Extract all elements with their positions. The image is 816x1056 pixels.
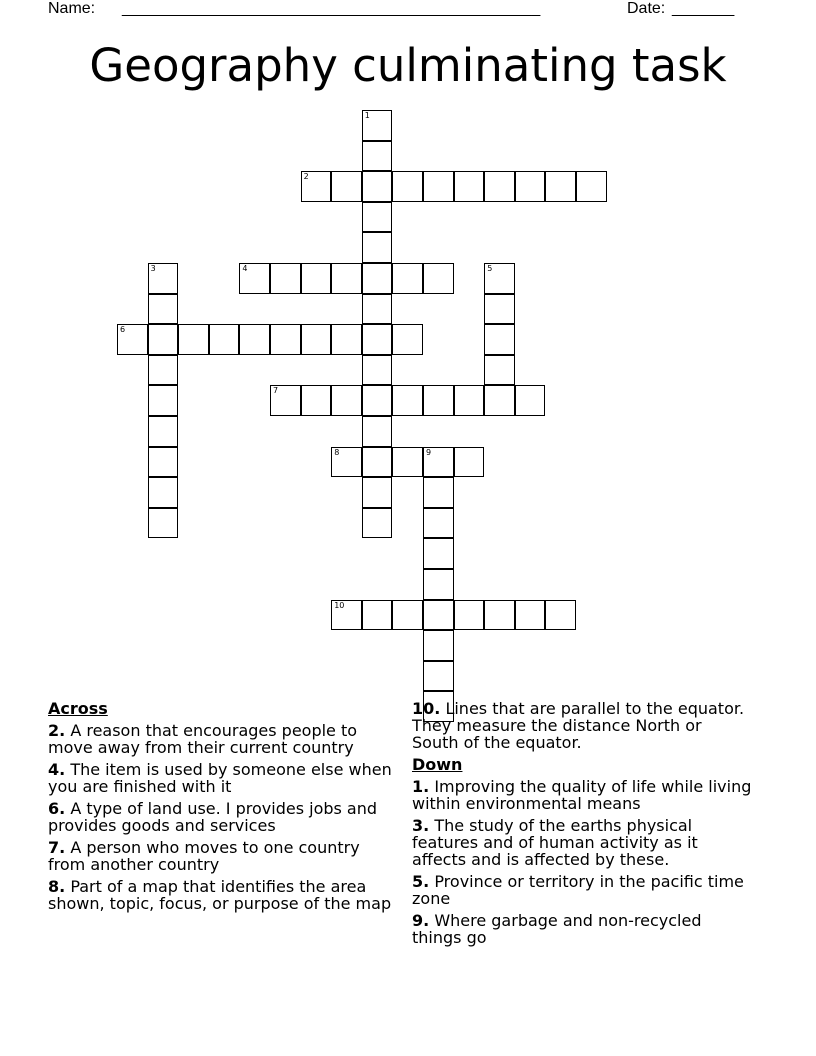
crossword-cell[interactable] <box>484 385 515 416</box>
crossword-cell[interactable] <box>423 661 454 692</box>
crossword-cell[interactable] <box>362 416 393 447</box>
down-clue <box>412 873 752 907</box>
crossword-cell[interactable] <box>484 294 515 325</box>
crossword-cell[interactable] <box>454 385 485 416</box>
crossword-cell[interactable] <box>148 508 179 539</box>
crossword-cell[interactable] <box>423 171 454 202</box>
crossword-cell[interactable] <box>270 263 301 294</box>
crossword-cell[interactable] <box>423 630 454 661</box>
crossword-cell[interactable] <box>148 324 179 355</box>
crossword-cell[interactable] <box>331 385 362 416</box>
clue-number: 9. <box>412 911 430 930</box>
crossword-cell[interactable] <box>270 324 301 355</box>
crossword-cell[interactable] <box>423 569 454 600</box>
crossword-cell[interactable] <box>362 232 393 263</box>
clue-number-label: 6 <box>120 325 126 335</box>
crossword-cell[interactable] <box>362 171 393 202</box>
crossword-cell[interactable] <box>301 263 332 294</box>
crossword-cell[interactable] <box>515 600 546 631</box>
crossword-cell[interactable] <box>148 447 179 478</box>
clue-number: 2. <box>48 721 66 740</box>
crossword-cell[interactable] <box>148 416 179 447</box>
across-clue <box>48 722 398 756</box>
crossword-cell[interactable] <box>392 263 423 294</box>
down-clue <box>412 817 752 868</box>
across-clue <box>48 761 398 795</box>
clue-text: Province or territory in the pacific time zone <box>412 872 744 908</box>
crossword-cell[interactable] <box>423 263 454 294</box>
down-heading: Down <box>412 755 463 774</box>
clue-number-label: 8 <box>334 447 340 457</box>
crossword-cell[interactable] <box>331 171 362 202</box>
down-clue <box>412 778 752 812</box>
page-title: Geography culminating task <box>89 39 727 92</box>
clue-text: A reason that encourages people to move away from their current country <box>48 721 358 757</box>
crossword-cell[interactable] <box>392 600 423 631</box>
crossword-cell[interactable] <box>239 324 270 355</box>
crossword-cell[interactable] <box>515 385 546 416</box>
crossword-cell[interactable] <box>301 324 332 355</box>
crossword-cell[interactable] <box>362 447 393 478</box>
crossword-cell[interactable] <box>423 385 454 416</box>
crossword-cell[interactable] <box>392 447 423 478</box>
crossword-cell[interactable] <box>423 447 454 478</box>
crossword-cell[interactable] <box>515 171 546 202</box>
clue-text: The item is used by someone else when you are finished with it <box>48 760 392 796</box>
crossword-cell[interactable] <box>454 447 485 478</box>
crossword-cell[interactable] <box>178 324 209 355</box>
crossword-cell[interactable] <box>301 171 332 202</box>
clue-number-label: 3 <box>150 264 156 273</box>
date-field-line[interactable]: _______ <box>672 0 735 17</box>
crossword-cell[interactable] <box>423 477 454 508</box>
across-clue <box>48 839 398 873</box>
crossword-cell[interactable] <box>423 600 454 631</box>
name-field-line[interactable]: _______________________________________________ <box>122 0 541 17</box>
clue-number-label: 10 <box>334 600 345 610</box>
crossword-cell[interactable] <box>545 600 576 631</box>
clue-text: A type of land use. I provides jobs and provides goods and services <box>48 799 378 835</box>
crossword-cell[interactable] <box>392 171 423 202</box>
crossword-cell[interactable] <box>148 294 179 325</box>
clue-text: Lines that are parallel to the equator. They measure the distance North or South of the equator. <box>412 699 745 752</box>
crossword-cell[interactable] <box>331 324 362 355</box>
clue-number: 5. <box>412 872 430 891</box>
clue-number: 6. <box>48 799 66 818</box>
crossword-cell[interactable] <box>362 477 393 508</box>
across-clue <box>48 878 398 912</box>
across-clue <box>412 700 752 751</box>
crossword-cell[interactable] <box>301 385 332 416</box>
down-clue <box>412 912 752 946</box>
crossword-cell[interactable] <box>148 263 179 294</box>
clue-number-label: 2 <box>303 172 309 182</box>
crossword-cell[interactable] <box>423 508 454 539</box>
crossword-cell[interactable] <box>331 263 362 294</box>
crossword-cell[interactable] <box>545 171 576 202</box>
crossword-cell[interactable] <box>362 141 393 172</box>
crossword-cell[interactable] <box>576 171 607 202</box>
clue-number-label: 4 <box>242 264 248 273</box>
clue-number: 1. <box>412 777 430 796</box>
clue-number: 3. <box>412 816 430 835</box>
crossword-cell[interactable] <box>331 600 362 631</box>
crossword-cell[interactable] <box>362 355 393 386</box>
crossword-cell[interactable] <box>362 600 393 631</box>
clue-number: 7. <box>48 838 66 857</box>
crossword-cell[interactable] <box>454 600 485 631</box>
crossword-cell[interactable] <box>117 324 148 355</box>
clue-number: 8. <box>48 877 66 896</box>
clues-right-column <box>412 700 752 951</box>
crossword-cell[interactable] <box>484 263 515 294</box>
clue-text: Part of a map that identifies the area shown, topic, focus, or purpose of the map <box>48 877 392 913</box>
clues-left-column <box>48 700 398 917</box>
crossword-cell[interactable] <box>484 324 515 355</box>
crossword-cell[interactable] <box>484 171 515 202</box>
crossword-cell[interactable] <box>362 324 393 355</box>
crossword-cell[interactable] <box>209 324 240 355</box>
clue-text: The study of the earths physical features and of human activity as it affects and is affected by these. <box>412 816 698 869</box>
across-heading: Across <box>48 699 108 718</box>
crossword-cell[interactable] <box>484 600 515 631</box>
crossword-cell[interactable] <box>423 538 454 569</box>
clue-number-label: 7 <box>273 386 279 396</box>
date-label: Date: <box>627 0 666 17</box>
crossword-cell[interactable] <box>392 385 423 416</box>
clue-number-label: 5 <box>487 264 493 273</box>
crossword-cell[interactable] <box>362 110 393 141</box>
clue-text: Where garbage and non-recycled things go <box>412 911 702 947</box>
crossword-cell[interactable] <box>362 294 393 325</box>
crossword-cell[interactable] <box>148 355 179 386</box>
crossword-cell[interactable] <box>362 508 393 539</box>
crossword-cell[interactable] <box>362 202 393 233</box>
crossword-cell[interactable] <box>331 447 362 478</box>
crossword-cell[interactable] <box>239 263 270 294</box>
crossword-cell[interactable] <box>484 355 515 386</box>
crossword-cell[interactable] <box>362 263 393 294</box>
name-label: Name: <box>48 0 96 17</box>
clue-number: 4. <box>48 760 66 779</box>
clue-number-label: 1 <box>364 111 370 120</box>
clue-number: 10. <box>412 699 441 718</box>
clue-text: Improving the quality of life while living within environmental means <box>412 777 752 813</box>
crossword-cell[interactable] <box>454 171 485 202</box>
crossword-cell[interactable] <box>392 324 423 355</box>
crossword-cell[interactable] <box>148 477 179 508</box>
crossword-cell[interactable] <box>362 385 393 416</box>
across-clue <box>48 800 398 834</box>
crossword-cell[interactable] <box>148 385 179 416</box>
clue-text: A person who moves to one country from another country <box>48 838 360 874</box>
crossword-cell[interactable] <box>270 385 301 416</box>
clue-number-label: 9 <box>426 447 432 457</box>
